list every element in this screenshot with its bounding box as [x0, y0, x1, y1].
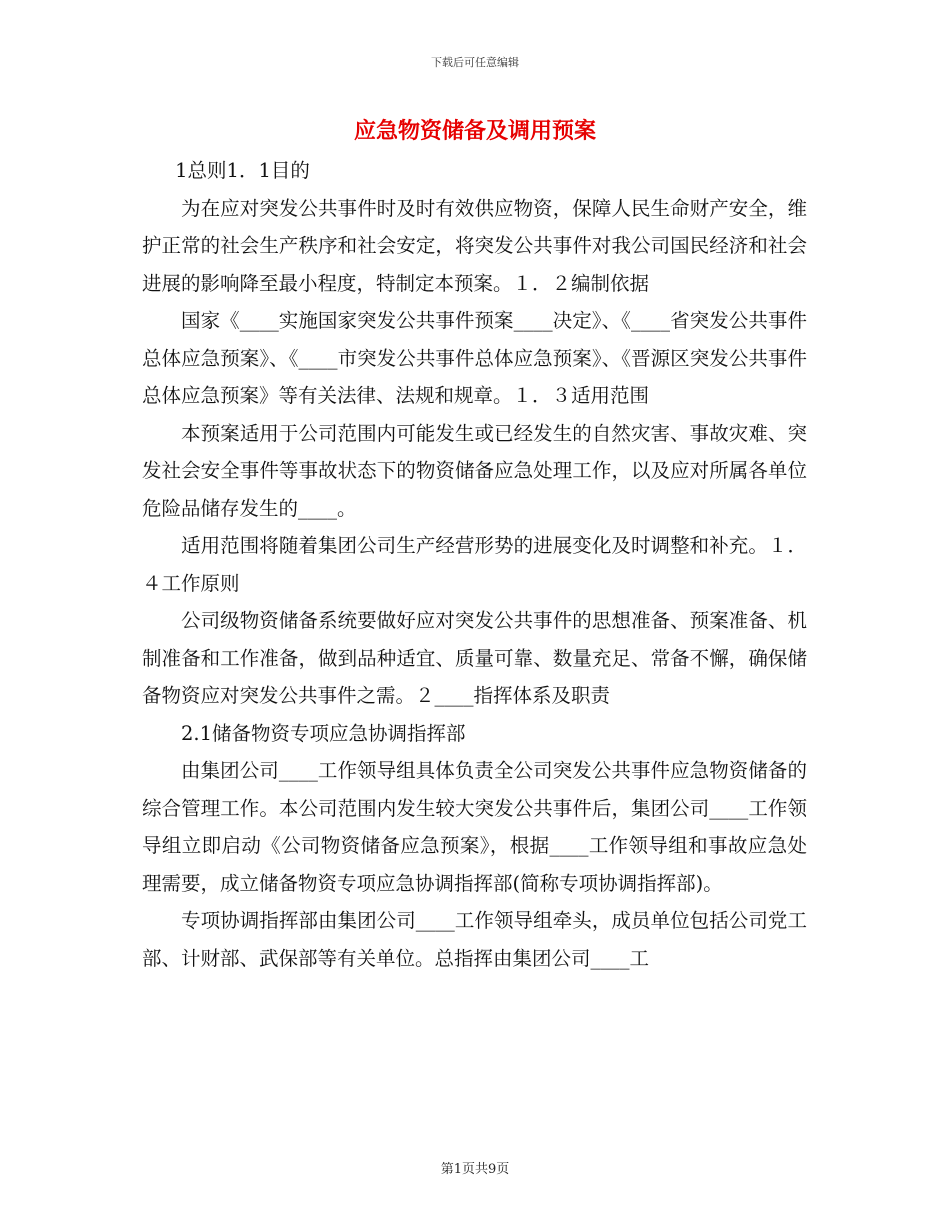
paragraph-scope-adjust: 适用范围将随着集团公司生产经营形势的进展变化及时调整和补充。１．４工作原则 [142, 534, 807, 595]
paragraph-scope: 本预案适用于公司范围内可能发生或已经发生的自然灾害、事故灾难、突发社会安全事件等事故状态下的物资储备应急处理工作，以及应对所属各单位危险品储存发生的____。 [142, 421, 807, 520]
paragraph-basis: 国家《____实施国家突发公共事件预案____决定》、《____省突发公共事件总体应急预案》、《____市突发公共事件总体应急预案》、《晋源区突发公共事件总体应急预案》等有关法律、法规和规章。１．３适用范围 [142, 309, 807, 407]
document-title: 应急物资储备及调用预案 [353, 118, 596, 144]
section-heading-1: 1总则1．1目的 [175, 159, 310, 182]
section-heading-2-1: 2.1储备物资专项应急协调指挥部 [181, 721, 466, 745]
page-footer: 第1页共9页 [440, 1162, 510, 1177]
paragraph-members: 专项协调指挥部由集团公司____工作领导组牵头，成员单位包括公司党工部、计财部、武保部等有关单位。总指挥由集团公司____工 [142, 909, 807, 970]
header-note: 下载后可任意编辑 [431, 56, 519, 69]
document-body [142, 152, 807, 977]
paragraph-principles: 公司级物资储备系统要做好应对突发公共事件的思想准备、预案准备、机制准备和工作准备，做到品种适宜、质量可靠、数量充足、常备不懈，确保储备物资应对突发公共事件之需。２____指挥体系及职责 [142, 609, 807, 707]
paragraph-purpose: 为在应对突发公共事件时及时有效供应物资，保障人民生命财产安全，维护正常的社会生产秩序和社会安定，将突发公共事件对我公司国民经济和社会进展的影响降至最小程度，特制定本预案。１．２编制依据 [142, 196, 807, 295]
paragraph-command: 由集团公司____工作领导组具体负责全公司突发公共事件应急物资储备的综合管理工作。本公司范围内发生较大突发公共事件后，集团公司____工作领导组立即启动《公司物资储备应急预案》，根据____工作领导组和事故应急处理需要，成立储备物资专项应急协调指挥部(简称专项协调指挥部)。 [142, 759, 807, 895]
